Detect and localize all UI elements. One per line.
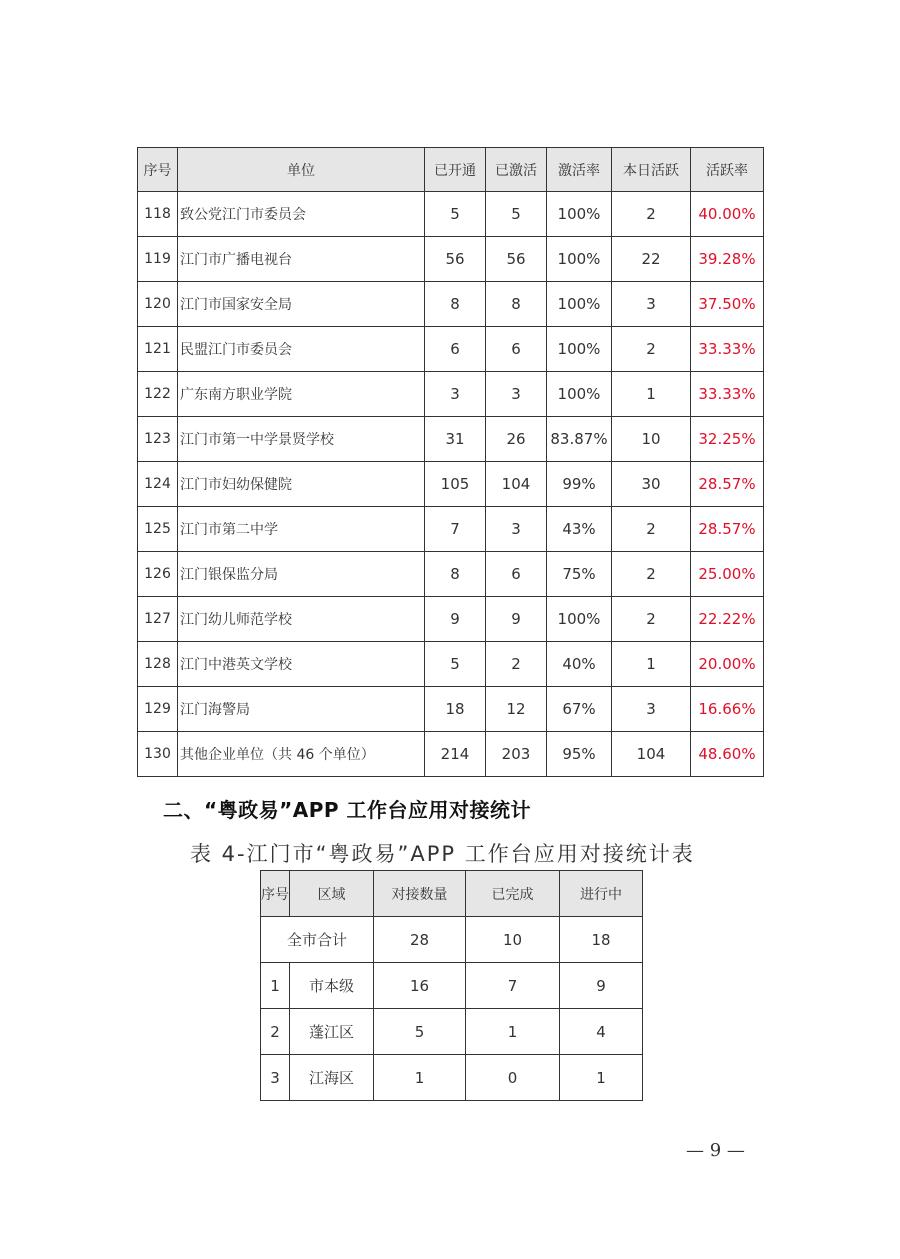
cell-index: 122 xyxy=(138,372,178,417)
cell-integration-count: 1 xyxy=(374,1055,466,1101)
cell-activation-rate: 100% xyxy=(547,192,612,237)
header-opened: 已开通 xyxy=(425,148,486,192)
cell-daily-active: 2 xyxy=(612,507,691,552)
cell-active-rate: 20.00% xyxy=(691,642,764,687)
cell-activation-rate: 100% xyxy=(547,327,612,372)
cell-unit: 江门市第一中学景贤学校 xyxy=(178,417,425,462)
table-header-row xyxy=(138,148,764,192)
cell-index: 121 xyxy=(138,327,178,372)
cell-active-rate: 28.57% xyxy=(691,507,764,552)
cell-region: 江海区 xyxy=(290,1055,374,1101)
cell-activated: 8 xyxy=(486,282,547,327)
cell-opened: 5 xyxy=(425,192,486,237)
cell-activation-rate: 75% xyxy=(547,552,612,597)
table-row xyxy=(138,462,764,507)
header-in-progress: 进行中 xyxy=(560,871,643,917)
header-activation-rate: 激活率 xyxy=(547,148,612,192)
cell-daily-active: 2 xyxy=(612,327,691,372)
header-activated: 已激活 xyxy=(486,148,547,192)
table-caption: 表 4-江门市“粤政易”APP 工作台应用对接统计表 xyxy=(190,842,695,866)
cell-unit: 江门市国家安全局 xyxy=(178,282,425,327)
cell-active-rate: 48.60% xyxy=(691,732,764,777)
cell-index: 127 xyxy=(138,597,178,642)
cell-completed: 0 xyxy=(466,1055,560,1101)
table-row xyxy=(261,1009,643,1055)
table-row xyxy=(138,552,764,597)
app-integration-table xyxy=(260,870,643,1101)
header-index: 序号 xyxy=(261,871,290,917)
cell-active-rate: 39.28% xyxy=(691,237,764,282)
cell-daily-active: 3 xyxy=(612,687,691,732)
header-unit: 单位 xyxy=(178,148,425,192)
cell-index: 118 xyxy=(138,192,178,237)
table-row xyxy=(138,282,764,327)
cell-unit: 民盟江门市委员会 xyxy=(178,327,425,372)
cell-active-rate: 37.50% xyxy=(691,282,764,327)
cell-daily-active: 2 xyxy=(612,597,691,642)
cell-index: 130 xyxy=(138,732,178,777)
table-row xyxy=(138,327,764,372)
total-integration-count: 28 xyxy=(374,917,466,963)
cell-active-rate: 33.33% xyxy=(691,372,764,417)
cell-unit: 致公党江门市委员会 xyxy=(178,192,425,237)
cell-opened: 56 xyxy=(425,237,486,282)
cell-region: 市本级 xyxy=(290,963,374,1009)
cell-active-rate: 16.66% xyxy=(691,687,764,732)
cell-activation-rate: 99% xyxy=(547,462,612,507)
header-daily-active: 本日活跃 xyxy=(612,148,691,192)
cell-active-rate: 25.00% xyxy=(691,552,764,597)
table-header-row xyxy=(261,871,643,917)
cell-unit: 江门市第二中学 xyxy=(178,507,425,552)
cell-index: 123 xyxy=(138,417,178,462)
cell-index: 2 xyxy=(261,1009,290,1055)
cell-activated: 6 xyxy=(486,327,547,372)
cell-opened: 31 xyxy=(425,417,486,462)
total-row xyxy=(261,917,643,963)
cell-activated: 3 xyxy=(486,372,547,417)
cell-in-progress: 1 xyxy=(560,1055,643,1101)
table-row xyxy=(138,192,764,237)
header-completed: 已完成 xyxy=(466,871,560,917)
table-row xyxy=(138,732,764,777)
table-row xyxy=(261,1055,643,1101)
table-row xyxy=(138,417,764,462)
cell-activated: 203 xyxy=(486,732,547,777)
cell-daily-active: 30 xyxy=(612,462,691,507)
cell-completed: 7 xyxy=(466,963,560,1009)
cell-active-rate: 22.22% xyxy=(691,597,764,642)
cell-unit: 江门市广播电视台 xyxy=(178,237,425,282)
cell-activation-rate: 100% xyxy=(547,282,612,327)
cell-index: 3 xyxy=(261,1055,290,1101)
table-row xyxy=(261,963,643,1009)
cell-opened: 8 xyxy=(425,552,486,597)
cell-in-progress: 4 xyxy=(560,1009,643,1055)
cell-daily-active: 3 xyxy=(612,282,691,327)
table-row xyxy=(138,237,764,282)
cell-daily-active: 2 xyxy=(612,192,691,237)
cell-activated: 104 xyxy=(486,462,547,507)
cell-index: 129 xyxy=(138,687,178,732)
unit-activity-table xyxy=(137,147,764,777)
cell-activated: 2 xyxy=(486,642,547,687)
cell-opened: 7 xyxy=(425,507,486,552)
cell-daily-active: 1 xyxy=(612,642,691,687)
cell-unit: 其他企业单位（共 46 个单位） xyxy=(178,732,425,777)
cell-activated: 12 xyxy=(486,687,547,732)
cell-unit: 江门海警局 xyxy=(178,687,425,732)
table-row xyxy=(138,597,764,642)
total-in-progress: 18 xyxy=(560,917,643,963)
cell-index: 126 xyxy=(138,552,178,597)
header-region: 区域 xyxy=(290,871,374,917)
cell-activation-rate: 43% xyxy=(547,507,612,552)
page-number: — 9 — xyxy=(686,1140,745,1161)
cell-unit: 江门中港英文学校 xyxy=(178,642,425,687)
cell-activation-rate: 40% xyxy=(547,642,612,687)
table-row xyxy=(138,687,764,732)
cell-activated: 6 xyxy=(486,552,547,597)
cell-index: 119 xyxy=(138,237,178,282)
cell-activation-rate: 95% xyxy=(547,732,612,777)
cell-index: 124 xyxy=(138,462,178,507)
cell-daily-active: 10 xyxy=(612,417,691,462)
cell-active-rate: 33.33% xyxy=(691,327,764,372)
cell-daily-active: 22 xyxy=(612,237,691,282)
cell-daily-active: 104 xyxy=(612,732,691,777)
cell-activation-rate: 83.87% xyxy=(547,417,612,462)
cell-activation-rate: 100% xyxy=(547,372,612,417)
cell-daily-active: 2 xyxy=(612,552,691,597)
header-active-rate: 活跃率 xyxy=(691,148,764,192)
cell-opened: 5 xyxy=(425,642,486,687)
cell-opened: 3 xyxy=(425,372,486,417)
cell-active-rate: 32.25% xyxy=(691,417,764,462)
cell-integration-count: 16 xyxy=(374,963,466,1009)
total-completed: 10 xyxy=(466,917,560,963)
header-index: 序号 xyxy=(138,148,178,192)
cell-daily-active: 1 xyxy=(612,372,691,417)
cell-activation-rate: 100% xyxy=(547,597,612,642)
cell-unit: 江门幼儿师范学校 xyxy=(178,597,425,642)
cell-activation-rate: 100% xyxy=(547,237,612,282)
cell-activated: 9 xyxy=(486,597,547,642)
cell-integration-count: 5 xyxy=(374,1009,466,1055)
cell-activated: 5 xyxy=(486,192,547,237)
cell-opened: 214 xyxy=(425,732,486,777)
section-heading: 二、“粤政易”APP 工作台应用对接统计 xyxy=(163,798,532,822)
total-label: 全市合计 xyxy=(261,917,374,963)
header-integration-count: 对接数量 xyxy=(374,871,466,917)
cell-unit: 江门市妇幼保健院 xyxy=(178,462,425,507)
cell-completed: 1 xyxy=(466,1009,560,1055)
cell-unit: 江门银保监分局 xyxy=(178,552,425,597)
cell-active-rate: 40.00% xyxy=(691,192,764,237)
cell-opened: 105 xyxy=(425,462,486,507)
cell-activated: 26 xyxy=(486,417,547,462)
cell-unit: 广东南方职业学院 xyxy=(178,372,425,417)
cell-region: 蓬江区 xyxy=(290,1009,374,1055)
table-row xyxy=(138,642,764,687)
cell-opened: 8 xyxy=(425,282,486,327)
table-row xyxy=(138,507,764,552)
cell-active-rate: 28.57% xyxy=(691,462,764,507)
cell-opened: 6 xyxy=(425,327,486,372)
cell-index: 125 xyxy=(138,507,178,552)
cell-activated: 3 xyxy=(486,507,547,552)
cell-activated: 56 xyxy=(486,237,547,282)
cell-index: 128 xyxy=(138,642,178,687)
cell-index: 1 xyxy=(261,963,290,1009)
cell-index: 120 xyxy=(138,282,178,327)
cell-opened: 18 xyxy=(425,687,486,732)
cell-opened: 9 xyxy=(425,597,486,642)
table-row xyxy=(138,372,764,417)
cell-activation-rate: 67% xyxy=(547,687,612,732)
cell-in-progress: 9 xyxy=(560,963,643,1009)
